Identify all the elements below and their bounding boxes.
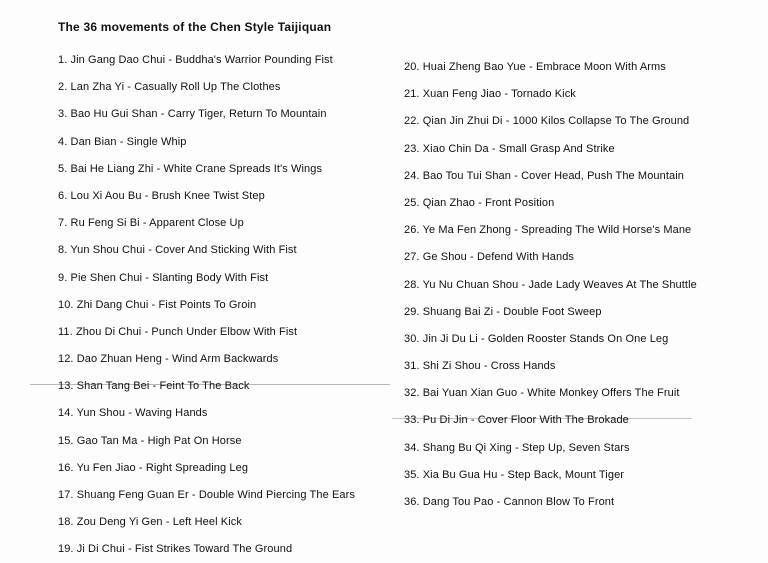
movement-separator: -: [148, 298, 159, 311]
movement-number: 29.: [404, 305, 420, 318]
movement-number: 35.: [404, 468, 420, 481]
movement-item: [58, 346, 398, 373]
movements-list-right: [404, 54, 744, 516]
movement-separator: -: [467, 414, 478, 427]
movement-item: [58, 101, 398, 128]
movement-number: 6.: [58, 189, 68, 202]
movement-english: Punch Under Elbow With Fist: [151, 325, 298, 338]
movement-number: 3.: [58, 108, 68, 121]
movement-separator: -: [149, 380, 160, 393]
movement-pinyin: Ru Feng Si Bi: [70, 217, 140, 230]
movement-pinyin: Gao Tan Ma: [76, 434, 138, 447]
movement-separator: -: [525, 61, 536, 73]
movement-english: Buddha's Warrior Pounding Fist: [175, 54, 333, 66]
movement-english: Spreading The Wild Horse's Mane: [521, 224, 692, 237]
movement-pinyin: Qian Jin Zhui Di: [422, 115, 503, 128]
movement-english: Cover And Sticking With Fist: [155, 244, 297, 257]
movement-separator: -: [497, 468, 508, 481]
movement-english: Casually Roll Up The Clothes: [134, 81, 281, 94]
movement-number: 32.: [404, 387, 420, 400]
movement-number: 34.: [404, 441, 420, 454]
document-title: The 36 movements of the Chen Style Taijiquan: [58, 20, 332, 34]
movement-separator: -: [493, 305, 504, 318]
movement-english: Embrace Moon With Arms: [535, 61, 666, 73]
movement-pinyin: Dan Bian: [70, 135, 117, 148]
movement-number: 2.: [58, 81, 68, 94]
movement-item: [58, 400, 398, 427]
movement-number: 36.: [404, 496, 420, 508]
movement-pinyin: Bao Tou Tui Shan: [422, 169, 511, 182]
movement-english: Wind Arm Backwards: [172, 353, 279, 366]
movement-english: Front Position: [485, 196, 555, 209]
movement-number: 7.: [58, 217, 68, 230]
movement-pinyin: Shi Zi Shou: [422, 360, 481, 373]
movement-english: Tornado Kick: [511, 88, 576, 101]
movement-item: [58, 74, 398, 101]
movement-pinyin: Qian Zhao: [422, 196, 476, 209]
movement-pinyin: Xia Bu Gua Hu: [422, 468, 498, 481]
movement-item: [404, 489, 744, 516]
movement-pinyin: Yu Nu Chuan Shou: [422, 278, 519, 291]
movement-separator: -: [488, 142, 499, 155]
movement-english: Apparent Close Up: [149, 217, 244, 230]
movement-item: [404, 244, 744, 271]
movement-pinyin: Zhou Di Chui: [75, 325, 142, 338]
movement-pinyin: Dang Tou Pao: [422, 496, 494, 508]
movement-item: [404, 81, 744, 108]
movement-item: [58, 428, 398, 455]
movement-english: 1000 Kilos Collapse To The Ground: [512, 115, 690, 128]
movement-number: 31.: [404, 360, 420, 373]
movement-item: [58, 292, 398, 319]
movement-number: 19.: [58, 543, 74, 556]
movement-separator: -: [501, 88, 512, 101]
movement-separator: -: [125, 407, 136, 420]
movement-number: 22.: [404, 115, 420, 128]
movement-pinyin: Dao Zhuan Heng: [76, 353, 162, 366]
movement-item: [58, 482, 398, 509]
movement-english: Small Grasp And Strike: [498, 142, 615, 155]
movement-english: Fist Points To Groin: [158, 298, 257, 311]
movement-english: Step Up, Seven Stars: [521, 441, 630, 454]
movement-pinyin: Zhi Dang Chui: [76, 298, 149, 311]
movement-number: 8.: [58, 244, 68, 257]
movement-separator: -: [137, 434, 148, 447]
movement-item: [58, 319, 398, 346]
movement-pinyin: Yun Shou: [76, 407, 126, 420]
movement-separator: -: [139, 217, 150, 230]
movement-number: 9.: [58, 271, 68, 284]
movement-pinyin: Pu Di Jin: [422, 414, 468, 427]
movement-english: Carry Tiger, Return To Mountain: [167, 108, 327, 121]
movement-english: Single Whip: [126, 135, 187, 148]
movement-english: Brush Knee Twist Step: [151, 189, 265, 202]
movement-pinyin: Zou Deng Yi Gen: [76, 516, 163, 529]
movement-pinyin: Ji Di Chui: [76, 543, 125, 556]
movement-pinyin: Bai He Liang Zhi: [70, 162, 154, 175]
movement-item: [58, 455, 398, 482]
movement-number: 16.: [58, 461, 74, 474]
movement-item: [404, 272, 744, 299]
movement-pinyin: Yun Shou Chui: [70, 244, 146, 257]
movement-english: Left Heel Kick: [172, 516, 242, 529]
movement-separator: -: [477, 332, 488, 345]
movement-english: Step Back, Mount Tiger: [507, 468, 625, 481]
movement-number: 14.: [58, 407, 74, 420]
movement-separator: -: [142, 271, 153, 284]
movement-pinyin: Jin Gang Dao Chui: [70, 54, 166, 66]
movement-item: [404, 407, 744, 434]
movement-separator: -: [165, 54, 176, 66]
movement-number: 28.: [404, 278, 420, 291]
movement-separator: -: [511, 441, 522, 454]
movement-item: [404, 353, 744, 380]
movement-separator: -: [116, 135, 127, 148]
movement-english: Double Wind Piercing The Ears: [198, 489, 355, 501]
movement-pinyin: Lou Xi Aou Bu: [70, 189, 142, 202]
movement-number: 30.: [404, 332, 420, 345]
movement-item: [404, 326, 744, 353]
movement-number: 20.: [404, 61, 420, 73]
movement-separator: -: [145, 244, 156, 257]
movements-list-left: [58, 47, 398, 563]
movement-pinyin: Shuang Bai Zi: [422, 305, 494, 318]
movement-english: Double Foot Sweep: [503, 305, 602, 318]
movement-item: [58, 47, 398, 74]
movement-item: [58, 265, 398, 292]
movement-english: White Crane Spreads It's Wings: [163, 162, 323, 175]
movement-separator: -: [124, 81, 135, 94]
movement-number: 4.: [58, 135, 68, 148]
movement-english: Golden Rooster Stands On One Leg: [487, 332, 669, 345]
movement-pinyin: Yu Fen Jiao: [76, 461, 136, 474]
movement-pinyin: Huai Zheng Bao Yue: [422, 61, 526, 73]
movement-separator: -: [141, 325, 152, 338]
movement-english: Jade Lady Weaves At The Shuttle: [528, 278, 697, 291]
movement-number: 23.: [404, 142, 420, 155]
movement-separator: -: [475, 196, 486, 209]
movement-english: Cover Head, Push The Mountain: [521, 169, 684, 182]
movement-item: [404, 299, 744, 326]
movement-pinyin: Xuan Feng Jiao: [422, 88, 502, 101]
movement-item: [404, 190, 744, 217]
movement-separator: -: [502, 115, 513, 128]
movement-number: 1.: [58, 54, 68, 66]
movement-separator: -: [511, 169, 522, 182]
movement-english: White Monkey Offers The Fruit: [527, 387, 680, 400]
movement-pinyin: Bai Yuan Xian Guo: [422, 387, 518, 400]
movement-pinyin: Shuang Feng Guan Er: [76, 489, 189, 501]
movement-item: [404, 380, 744, 407]
movement-number: 21.: [404, 88, 420, 101]
movement-separator: -: [188, 489, 199, 501]
movement-separator: -: [161, 353, 173, 366]
movement-number: 26.: [404, 224, 420, 237]
movement-number: 10.: [58, 298, 74, 311]
movement-number: 27.: [404, 251, 420, 264]
movement-number: 24.: [404, 169, 420, 182]
movement-separator: -: [480, 360, 491, 373]
movement-english: Cannon Blow To Front: [503, 496, 615, 508]
movement-separator: -: [517, 387, 528, 400]
movement-pinyin: Bao Hu Gui Shan: [70, 108, 158, 121]
movement-separator: -: [493, 496, 504, 508]
movement-item: [404, 163, 744, 190]
movement-item: [404, 462, 744, 489]
movement-item: [58, 183, 398, 210]
movement-number: 25.: [404, 196, 420, 209]
movement-english: Slanting Body With Fist: [152, 271, 269, 284]
movement-item: [58, 129, 398, 156]
movement-separator: -: [141, 189, 152, 202]
movement-item: [58, 536, 398, 563]
movement-item: [404, 108, 744, 135]
movement-separator: -: [518, 278, 529, 291]
movement-item: [58, 373, 398, 400]
movement-pinyin: Xiao Chin Da: [422, 142, 489, 155]
movement-pinyin: Shan Tang Bei: [76, 380, 150, 393]
movement-number: 15.: [58, 434, 74, 447]
movement-number: 11.: [58, 325, 73, 338]
movement-item: [58, 237, 398, 264]
movement-separator: -: [153, 162, 164, 175]
movement-english: Cross Hands: [490, 360, 556, 373]
movement-number: 5.: [58, 162, 68, 175]
movement-pinyin: Ye Ma Fen Zhong: [422, 224, 512, 237]
movement-pinyin: Ge Shou: [422, 251, 467, 264]
movement-separator: -: [511, 224, 522, 237]
movement-item: [58, 210, 398, 237]
movement-separator: -: [162, 516, 173, 529]
movement-pinyin: Lan Zha Yi: [70, 81, 125, 94]
movement-pinyin: Jin Ji Du Li: [422, 332, 478, 345]
movement-separator: -: [135, 461, 146, 474]
movement-separator: -: [124, 543, 135, 556]
movement-pinyin: Pie Shen Chui: [70, 271, 143, 284]
movement-item: [404, 435, 744, 462]
movement-english: Waving Hands: [135, 407, 208, 420]
movement-english: High Pat On Horse: [147, 434, 242, 447]
movement-english: Cover Floor With The Brokade: [477, 414, 629, 427]
movement-number: 18.: [58, 516, 74, 529]
movement-english: Right Spreading Leg: [145, 461, 249, 474]
movement-number: 13.: [58, 380, 74, 393]
movement-item: [404, 54, 744, 81]
movement-english: Fist Strikes Toward The Ground: [134, 543, 293, 556]
movement-number: 12.: [58, 353, 74, 366]
movement-english: Defend With Hands: [476, 251, 575, 264]
movement-item: [58, 156, 398, 183]
movement-separator: -: [466, 251, 477, 264]
movement-separator: -: [157, 108, 168, 121]
movement-english: Feint To The Back: [159, 380, 250, 393]
movement-pinyin: Shang Bu Qi Xing: [422, 441, 512, 454]
movement-number: 33.: [404, 414, 420, 427]
movement-item: [404, 136, 744, 163]
movement-number: 17.: [58, 489, 74, 501]
movement-item: [404, 217, 744, 244]
movement-item: [58, 509, 398, 536]
